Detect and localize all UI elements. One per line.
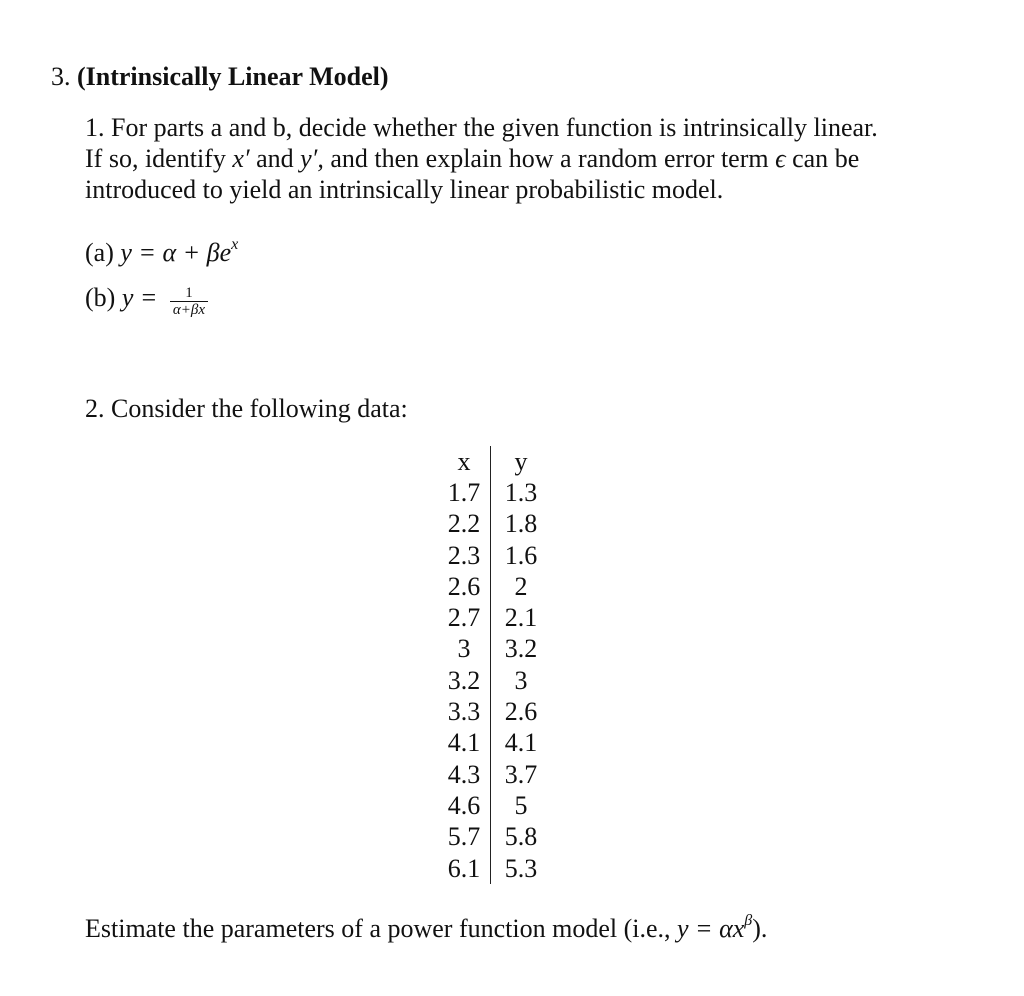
word: and	[330, 144, 368, 173]
item-b-lhs: y =	[121, 283, 158, 312]
cell-x: 4.1	[438, 728, 491, 759]
item-a	[85, 238, 238, 268]
table-row	[438, 665, 551, 696]
part2-paragraph	[85, 394, 408, 424]
table-body	[438, 446, 551, 884]
x-prime: x′	[232, 144, 250, 173]
cell-y: 5.8	[504, 822, 538, 852]
cell-x: 5.7	[438, 822, 491, 853]
part1-line3: introduced to yield an intrinsically linear probabilistic model.	[85, 175, 724, 204]
cell-y: 2.1	[504, 603, 538, 633]
part2-number: 2.	[85, 394, 105, 423]
cell-x: 6.1	[438, 853, 491, 884]
cell-x: 3.2	[438, 665, 491, 696]
cell-x: 2.2	[438, 509, 491, 540]
table-row	[438, 540, 551, 571]
cell-y: 2.6	[504, 697, 538, 727]
problem-title: (Intrinsically Linear Model)	[77, 62, 389, 91]
cell-y: 1.8	[504, 509, 538, 539]
cell-y: 1.3	[504, 477, 538, 507]
item-b-label: (b)	[85, 283, 116, 312]
header-y: y	[514, 446, 528, 476]
item-a-formula: y = α + βe	[120, 238, 232, 267]
data-table	[438, 446, 551, 884]
cell-y: 3	[514, 665, 528, 695]
word: explain	[425, 144, 503, 173]
cell-x: 2.6	[438, 571, 491, 602]
item-a-label: (a)	[85, 238, 114, 267]
word: then	[374, 144, 420, 173]
cell-y: 2	[514, 571, 528, 601]
part1-line2	[85, 143, 965, 174]
cell-x: 3	[438, 634, 491, 665]
table-row	[438, 571, 551, 602]
power-model-formula: y = αx	[677, 914, 745, 943]
table-header-row	[438, 446, 551, 477]
table-row	[438, 509, 551, 540]
word: If	[85, 144, 103, 173]
table-row	[438, 696, 551, 727]
cell-x: 2.3	[438, 540, 491, 571]
cell-x: 4.3	[438, 759, 491, 790]
part1-line1-text: For parts a and b, decide whether the given function is intrinsically linear.	[111, 113, 878, 142]
fraction-numerator: 1	[185, 285, 193, 302]
part2-text: Consider the following data:	[111, 394, 408, 423]
table-row	[438, 602, 551, 633]
problem-number: 3.	[51, 62, 71, 91]
part1-paragraph	[85, 112, 965, 205]
y-prime: y′,	[300, 144, 324, 173]
word: a	[559, 144, 572, 173]
cell-y: 1.6	[504, 540, 538, 570]
table-row	[438, 728, 551, 759]
header-x: x	[438, 446, 491, 477]
item-a-exponent: x	[231, 236, 239, 253]
word: term	[720, 144, 769, 173]
cell-y: 5	[514, 790, 528, 820]
part1-number: 1.	[85, 113, 105, 142]
epsilon-symbol: ϵ	[775, 144, 786, 173]
word: how	[508, 144, 554, 173]
estimate-text: Estimate the parameters of a power function model (i.e.,	[85, 914, 678, 943]
table-row	[438, 790, 551, 821]
word: error	[663, 144, 715, 173]
power-model-exponent: β	[744, 912, 753, 929]
estimate-sentence	[85, 914, 767, 944]
word: and	[256, 144, 294, 173]
word: be	[834, 144, 860, 173]
table-row	[438, 822, 551, 853]
table-row	[438, 759, 551, 790]
cell-x: 1.7	[438, 477, 491, 508]
word: random	[578, 144, 658, 173]
word: so,	[108, 144, 139, 173]
estimate-closing: ).	[752, 914, 768, 943]
cell-x: 2.7	[438, 602, 491, 633]
item-b	[85, 283, 208, 319]
fraction-denominator: α+βx	[170, 301, 208, 318]
cell-y: 3.2	[504, 634, 538, 664]
part1-line1	[85, 112, 965, 143]
table-row	[438, 634, 551, 665]
problem-heading	[51, 62, 389, 92]
table-row	[438, 853, 551, 884]
cell-y: 4.1	[504, 728, 538, 758]
word: can	[792, 144, 829, 173]
cell-x: 3.3	[438, 696, 491, 727]
word: identify	[144, 144, 226, 173]
item-b-fraction	[170, 286, 208, 318]
cell-x: 4.6	[438, 790, 491, 821]
table-row	[438, 477, 551, 508]
cell-y: 5.3	[504, 853, 538, 883]
cell-y: 3.7	[504, 759, 538, 789]
